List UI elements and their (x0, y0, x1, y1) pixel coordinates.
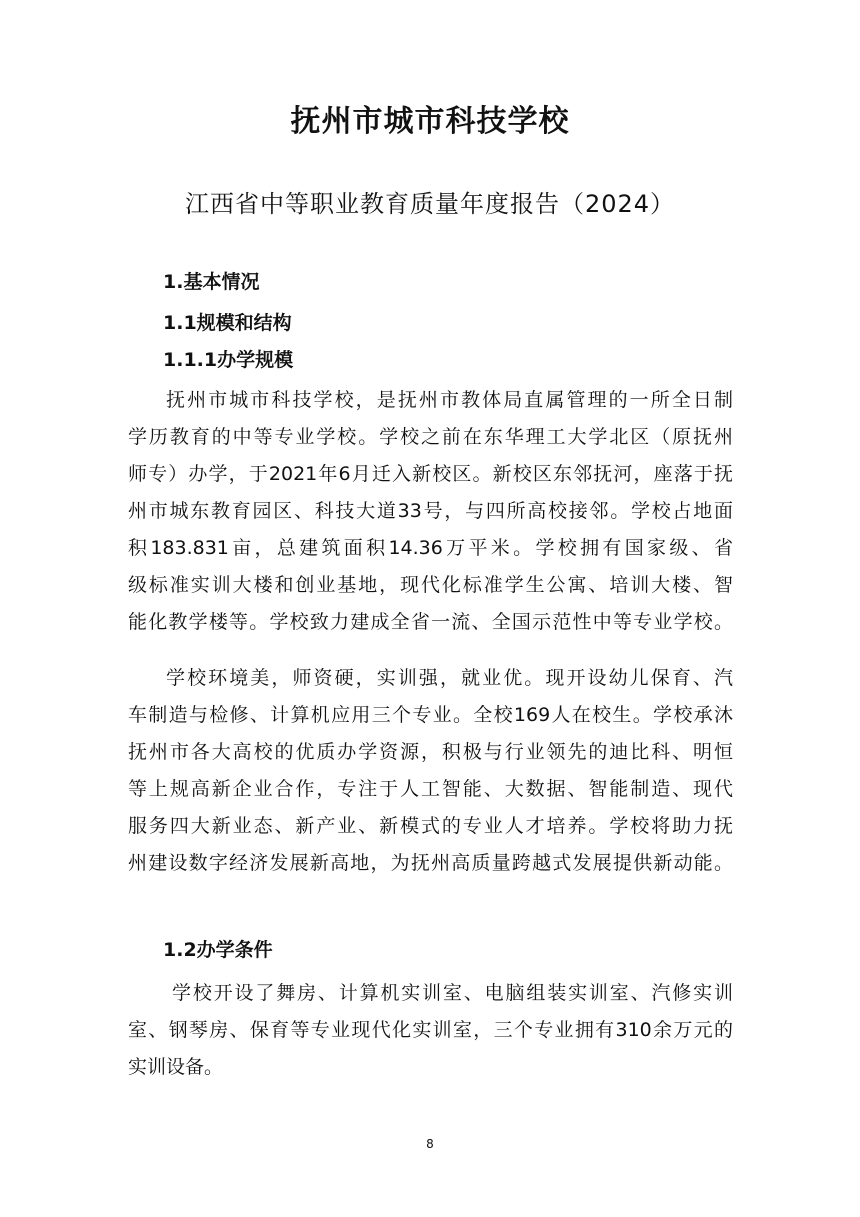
paragraph-line: 师专）办学，于2021年6月迁入新校区。新校区东邻抚河，座落于抚 (128, 463, 733, 485)
paragraph-line: 学校开设了舞房、计算机实训室、电脑组装实训室、汽修实训 (172, 982, 733, 1004)
document-subtitle: 江西省中等职业教育质量年度报告（2024） (184, 190, 676, 218)
paragraph-school-features (128, 660, 733, 882)
paragraph-line: 级标准实训大楼和创业基地，现代化标准学生公寓、培训大楼、智 (128, 574, 733, 596)
paragraph-line: 车制造与检修、计算机应用三个专业。全校169人在校生。学校承沐 (128, 704, 733, 726)
paragraph-line: 能化教学楼等。学校致力建成全省一流、全国示范性中等专业学校。 (128, 611, 733, 633)
paragraph-line: 学历教育的中等专业学校。学校之前在东华理工大学北区（原抚州 (128, 426, 733, 448)
page-number: 8 (426, 1137, 434, 1151)
paragraph-line: 州市城东教育园区、科技大道33号，与四所高校接邻。学校占地面 (128, 500, 733, 522)
paragraph-line: 州建设数字经济发展新高地，为抚州高质量跨越式发展提供新动能。 (128, 852, 733, 874)
paragraph-line: 学校环境美，师资硬，实训强，就业优。现开设幼儿保育、汽 (166, 667, 733, 689)
paragraph-line: 抚州市城市科技学校，是抚州市教体局直属管理的一所全日制 (166, 389, 733, 411)
paragraph-line: 实训设备。 (128, 1056, 224, 1078)
section-heading-basic-info: 1.基本情况 (163, 271, 260, 293)
paragraph-line: 等上规高新企业合作，专注于人工智能、大数据、智能制造、现代 (128, 778, 733, 800)
paragraph-line: 室、钢琴房、保育等专业现代化实训室，三个专业拥有310余万元的 (128, 1019, 733, 1041)
paragraph-line: 抚州市各大高校的优质办学资源，积极与行业领先的迪比科、明恒 (128, 741, 733, 763)
document-title: 抚州市城市科技学校 (290, 104, 570, 139)
section-heading-scale-structure: 1.1规模和结构 (163, 312, 292, 334)
paragraph-line: 服务四大新业态、新产业、新模式的专业人才培养。学校将助力抚 (128, 815, 733, 837)
paragraph-school-scale (128, 382, 733, 641)
section-heading-school-conditions: 1.2办学条件 (163, 939, 273, 961)
paragraph-line: 积183.831亩，总建筑面积14.36万平米。学校拥有国家级、省 (128, 537, 733, 559)
paragraph-school-conditions (128, 975, 733, 1086)
section-heading-school-scale: 1.1.1办学规模 (163, 349, 294, 371)
